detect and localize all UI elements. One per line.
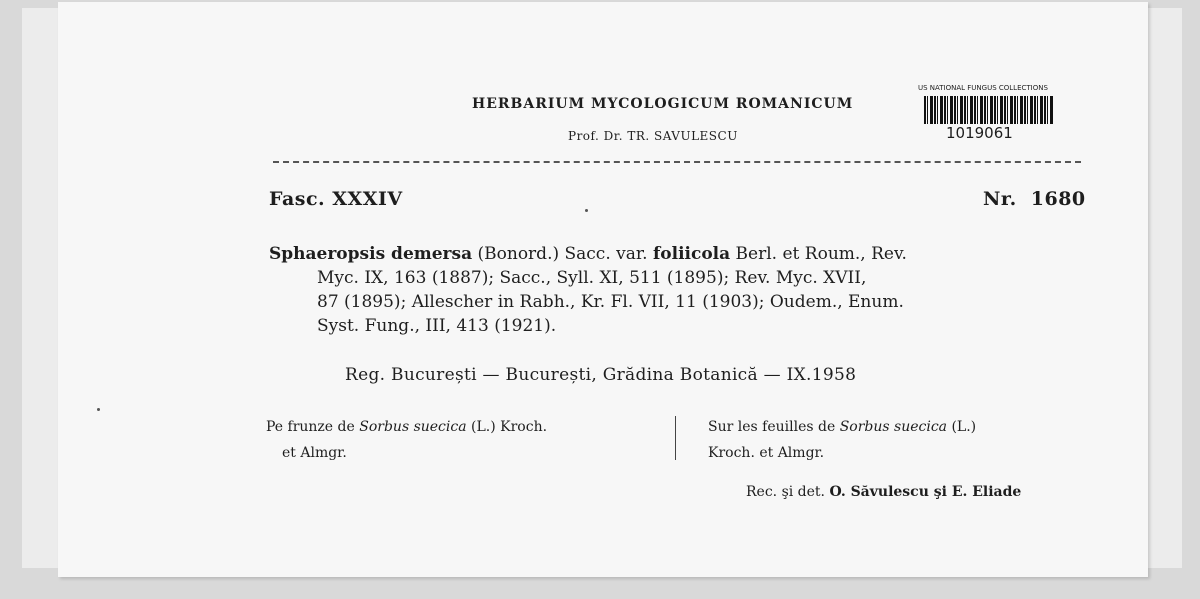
species-citation	[269, 242, 1089, 338]
host-romanian-line-2: et Almgr.	[282, 445, 347, 461]
locality: Reg. București — București, Grădina Botanică — IX.1958	[345, 365, 857, 385]
host-romanian-suffix: (L.) Kroch.	[466, 419, 548, 435]
fascicle-label: Fasc. XXXIV	[269, 188, 403, 210]
species-name: Sphaeropsis demersa	[269, 244, 473, 264]
host-french-line-1	[708, 414, 976, 440]
species-variety: foliicola	[652, 244, 731, 264]
species-line-4: Syst. Fung., III, 413 (1921).	[317, 316, 557, 336]
host-romanian-name: Sorbus suecica	[359, 419, 467, 435]
species-line1-rest: Berl. et Roum., Rev.	[730, 244, 907, 264]
species-line-2: Myc. IX, 163 (1887); Sacc., Syll. XI, 511 (1895); Rev. Myc. XVII,	[317, 268, 867, 288]
speck	[97, 408, 100, 411]
herbarium-title: HERBARIUM MYCOLOGICUM ROMANICUM	[472, 96, 854, 112]
barcode-icon	[924, 96, 1054, 124]
herbarium-label	[58, 2, 1148, 577]
species-line-3: 87 (1895); Allescher in Rabh., Kr. Fl. VII, 11 (1903); Oudem., Enum.	[317, 292, 904, 312]
specimen-number	[983, 188, 1086, 210]
host-romanian	[266, 414, 547, 466]
host-french-name: Sorbus suecica	[839, 419, 948, 435]
host-romanian-prefix: Pe frunze de	[266, 419, 360, 435]
barcode-number: 1019061	[946, 124, 1013, 142]
collector-credit	[746, 484, 1021, 500]
host-french-prefix: Sur les feuilles de	[708, 419, 840, 435]
species-line-1	[269, 242, 1089, 266]
credit-prefix: Rec. şi det.	[746, 484, 830, 500]
barcode-caption: US NATIONAL FUNGUS COLLECTIONS	[918, 84, 1048, 92]
number-label: Nr.	[983, 188, 1017, 210]
credit-names: O. Săvulescu şi E. Eliade	[829, 484, 1022, 500]
host-french-suffix: (L.)	[947, 419, 977, 435]
header-divider	[273, 161, 1081, 163]
host-french	[708, 414, 976, 466]
host-french-line-2: Kroch. et Almgr.	[708, 445, 825, 461]
number-value: 1680	[1030, 188, 1086, 210]
host-romanian-line-1	[266, 414, 547, 440]
host-divider	[675, 416, 676, 460]
species-author: (Bonord.) Sacc. var.	[472, 244, 653, 264]
speck	[585, 209, 588, 212]
herbarium-subtitle: Prof. Dr. TR. SAVULESCU	[568, 129, 738, 143]
